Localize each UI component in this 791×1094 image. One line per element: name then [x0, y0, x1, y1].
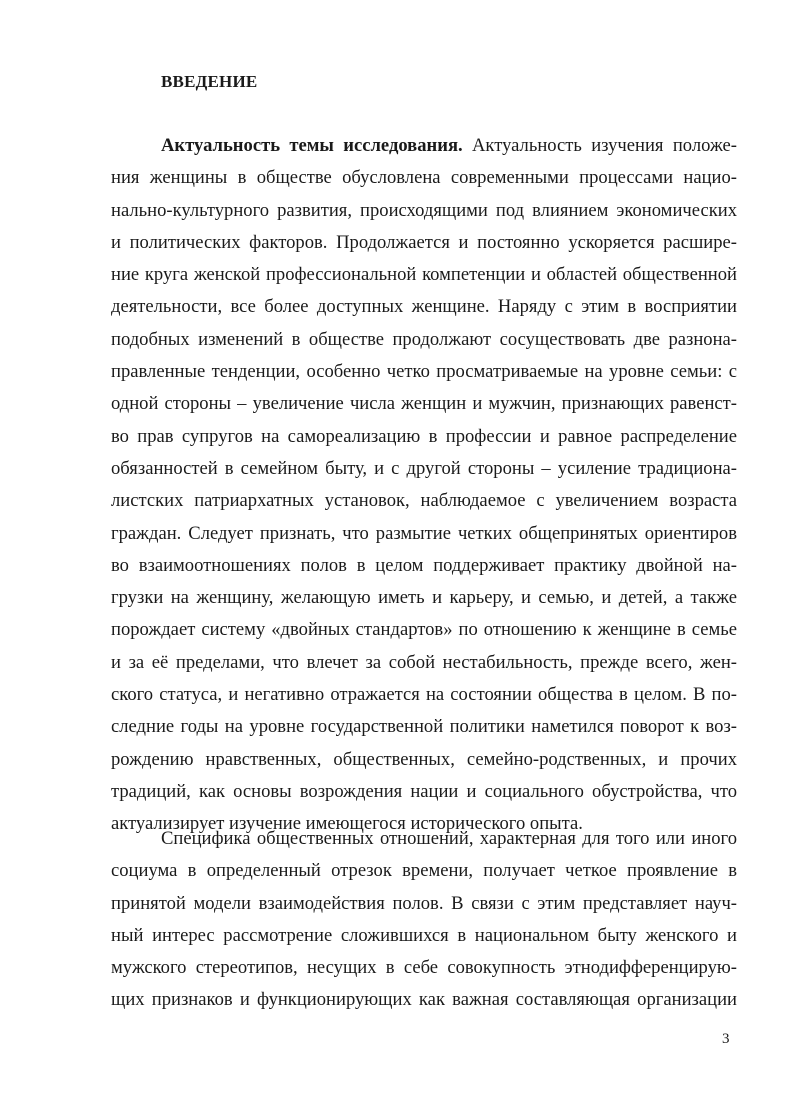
paragraph-line: принятой модели взаимодействия полов. В связи с этим представляет науч-: [111, 892, 737, 914]
paragraph-line: во прав супругов на самореализацию в профессии и равное распределение: [111, 425, 737, 447]
run-in-heading: Актуальность темы исследования.: [161, 135, 463, 156]
paragraph-line: во взаимоотношениях полов в целом поддерживает практику двойной на-: [111, 554, 737, 576]
paragraph-specifics: [111, 823, 737, 1017]
paragraph-line: порождает систему «двойных стандартов» по отношению к женщине в семье: [111, 619, 737, 641]
paragraph-line: грузки на женщину, желающую иметь и карьеру, и семью, и детей, а также: [111, 587, 737, 609]
paragraph-line: ния женщины в обществе обусловлена современными процессами нацио-: [111, 167, 737, 189]
paragraph-relevance: [111, 130, 737, 841]
paragraph-line: одной стороны – увеличение числа женщин и мужчин, признающих равенст-: [111, 393, 737, 415]
paragraph-line: мужского стереотипов, несущих в себе совокупность этнодифференцирую-: [111, 957, 737, 979]
paragraph-line: актуализирует изучение имеющегося исторического опыта.: [111, 813, 583, 835]
section-heading: ВВЕДЕНИЕ: [161, 72, 258, 91]
paragraph-line: щих признаков и функционирующих как важная составляющая организации: [111, 989, 737, 1011]
paragraph-line: [111, 130, 737, 162]
paragraph-line: листских патриархатных установок, наблюдаемое с увеличением возраста: [111, 490, 737, 512]
paragraph-line: рождению нравственных, общественных, семейно-родственных, и прочих: [111, 748, 737, 770]
paragraph-line: правленные тенденции, особенно четко просматриваемые на уровне семьи: с: [111, 361, 737, 383]
paragraph-line: следние годы на уровне государственной политики наметился поворот к воз-: [111, 716, 737, 738]
paragraph-line: обязанностей в семейном быту, и с другой стороны – усиление традициона-: [111, 457, 737, 479]
paragraph-line: подобных изменений в обществе продолжают сосуществовать две разнона-: [111, 328, 737, 350]
paragraph-line: деятельности, все более доступных женщине. Наряду с этим в восприятии: [111, 296, 737, 318]
paragraph-line: граждан. Следует признать, что размытие четких общепринятых ориентиров: [111, 522, 737, 544]
paragraph-line: ние круга женской профессиональной компетенции и областей общественной: [111, 264, 737, 286]
paragraph-line: нально-культурного развития, происходящими под влиянием экономических: [111, 199, 737, 221]
paragraph-line: социума в определенный отрезок времени, получает четкое проявление в: [111, 860, 737, 882]
paragraph-line: и политических факторов. Продолжается и постоянно ускоряется расшире-: [111, 231, 737, 253]
line-text: Актуальность изучения положе-: [462, 135, 737, 156]
paragraph-line: традиций, как основы возрождения нации и социального обустройства, что: [111, 780, 737, 802]
paragraph-line: Специфика общественных отношений, характерная для того или иного: [161, 828, 737, 849]
paragraph-line: и за её пределами, что влечет за собой нестабильность, прежде всего, жен-: [111, 651, 737, 673]
paragraph-line: ского статуса, и негативно отражается на состоянии общества в целом. В по-: [111, 684, 737, 706]
paragraph-line: ный интерес рассмотрение сложившихся в национальном быту женского и: [111, 924, 737, 946]
page-number: 3: [722, 1031, 730, 1047]
